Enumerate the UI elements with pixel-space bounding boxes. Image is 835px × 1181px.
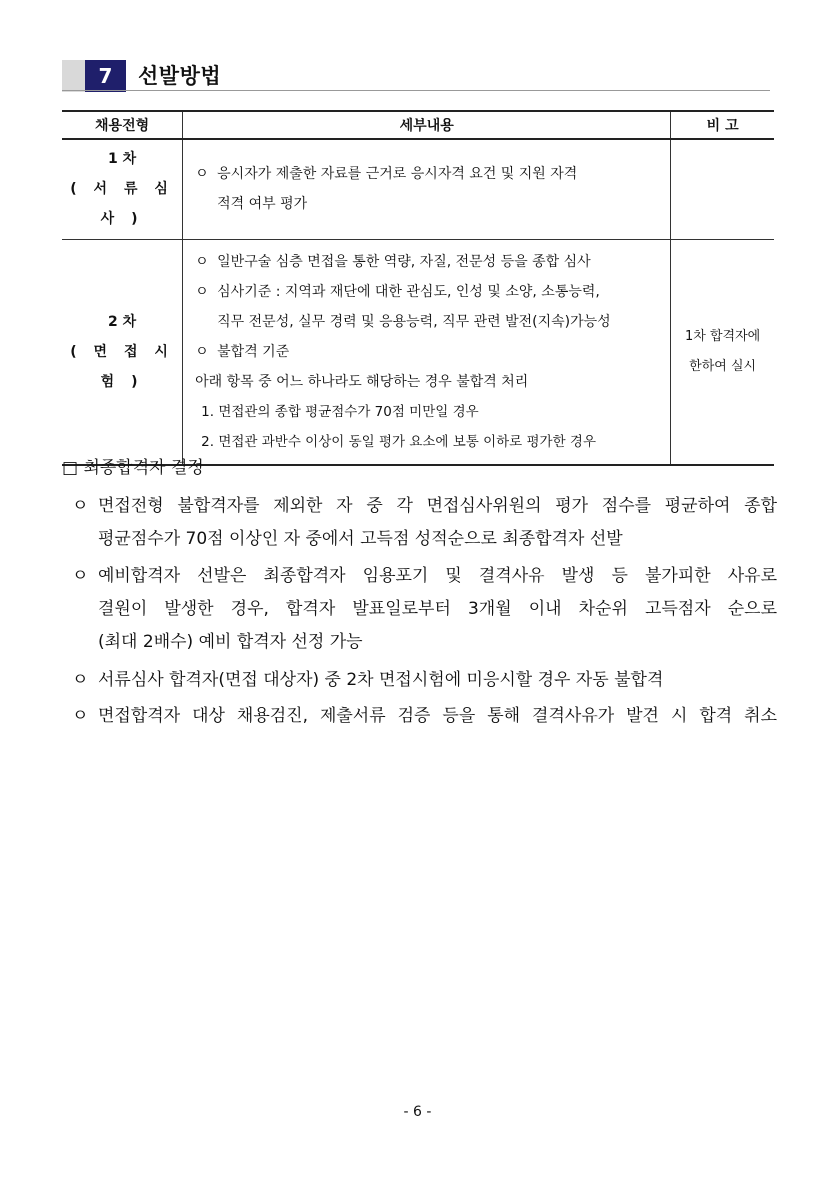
detail-line: ㅇ 심사기준 : 지역과 재단에 대한 관심도, 인성 및 소양, 소통능력, — [195, 277, 670, 307]
bullet-icon: ㅇ — [195, 343, 209, 360]
page-number: - 6 - — [403, 1104, 432, 1120]
final-item — [72, 664, 777, 697]
final-item-line: ㅇ 면접전형 불합격자를 제외한 자 중 각 면접심사위원의 평가 점수를 평균하여 종합 — [72, 490, 777, 523]
stage-label: 1 차 — [108, 151, 137, 168]
final-selection-title: □ 최종합격자 결정 — [62, 458, 204, 478]
bullet-icon: ㅇ — [72, 496, 89, 516]
stage-sub-label: ( 서 류 심 사 ) — [70, 181, 174, 228]
note-cell — [671, 239, 774, 465]
table-row-interview — [62, 239, 774, 465]
final-item-line: ㅇ 면접합격자 대상 채용검진, 제출서류 검증 등을 통해 결격사유가 발견 시 합격 취소 — [72, 700, 777, 733]
final-item-line: 평균점수가 70점 이상인 자 중에서 고득점 성적순으로 최종합격자 선발 — [98, 529, 623, 549]
detail-line: 아래 항목 중 어느 하나라도 해당하는 경우 불합격 처리 — [195, 373, 529, 390]
final-item — [72, 700, 777, 733]
bullet-icon: ㅇ — [195, 283, 209, 300]
bullet-icon: ㅇ — [72, 670, 89, 690]
criteria-item: 1. 면접관의 종합 평균점수가 70점 미만일 경우 — [201, 403, 479, 420]
final-item-line: ㅇ 서류심사 합격자(면접 대상자) 중 2차 면접시험에 미응시할 경우 자동 불합격 — [72, 664, 777, 697]
final-item-line: ㅇ 예비합격자 선발은 최종합격자 임용포기 및 결격사유 발생 등 불가피한 사유로 — [72, 560, 777, 593]
bullet-icon: ㅇ — [72, 706, 89, 726]
detail-line: 직무 전문성, 실무 경력 및 응용능력, 직무 관련 발전(지속)가능성 — [217, 313, 611, 330]
details-cell — [183, 239, 671, 465]
header-note: 비 고 — [671, 111, 774, 139]
detail-line: ㅇ 응시자가 제출한 자료를 근거로 응시자격 요건 및 지원 자격 — [195, 159, 670, 189]
note-cell — [671, 139, 774, 239]
bullet-icon: ㅇ — [195, 166, 209, 183]
note-line: 1차 합격자에 — [685, 328, 761, 344]
header-details: 세부내용 — [183, 111, 671, 139]
stage-cell — [62, 139, 183, 239]
section-number: 7 — [85, 60, 126, 92]
section-header — [62, 60, 770, 92]
section-divider — [62, 90, 770, 91]
details-cell — [183, 139, 671, 239]
detail-line: ㅇ 불합격 기준 — [195, 337, 670, 367]
bullet-icon: ㅇ — [72, 566, 89, 586]
selection-method-table — [62, 110, 774, 466]
note-line: 한하여 실시 — [689, 358, 757, 374]
final-item-line: 결원이 발생한 경우, 합격자 발표일로부터 3개월 이내 차순위 고득점자 순으로 — [98, 599, 777, 619]
final-item-line: (최대 2배수) 예비 합격자 선정 가능 — [98, 632, 363, 652]
final-item — [72, 490, 777, 556]
section-title: 선발방법 — [138, 64, 222, 88]
bullet-icon: ㅇ — [195, 253, 209, 270]
table-row-document-screening — [62, 139, 774, 239]
stage-sub-label: ( 면 접 시 험 ) — [70, 343, 174, 390]
criteria-item: 2. 면접관 과반수 이상이 동일 평가 요소에 보통 이하로 평가한 경우 — [201, 433, 597, 450]
table-header-row — [62, 111, 774, 139]
stage-cell — [62, 239, 183, 465]
stage-label: 2 차 — [108, 313, 137, 330]
detail-line: 적격 여부 평가 — [217, 196, 308, 213]
section-header-accent — [62, 60, 85, 92]
final-item — [72, 560, 777, 659]
detail-line: ㅇ 일반구술 심층 면접을 통한 역량, 자질, 전문성 등을 종합 심사 — [195, 247, 670, 277]
header-stage: 채용전형 — [62, 111, 183, 139]
